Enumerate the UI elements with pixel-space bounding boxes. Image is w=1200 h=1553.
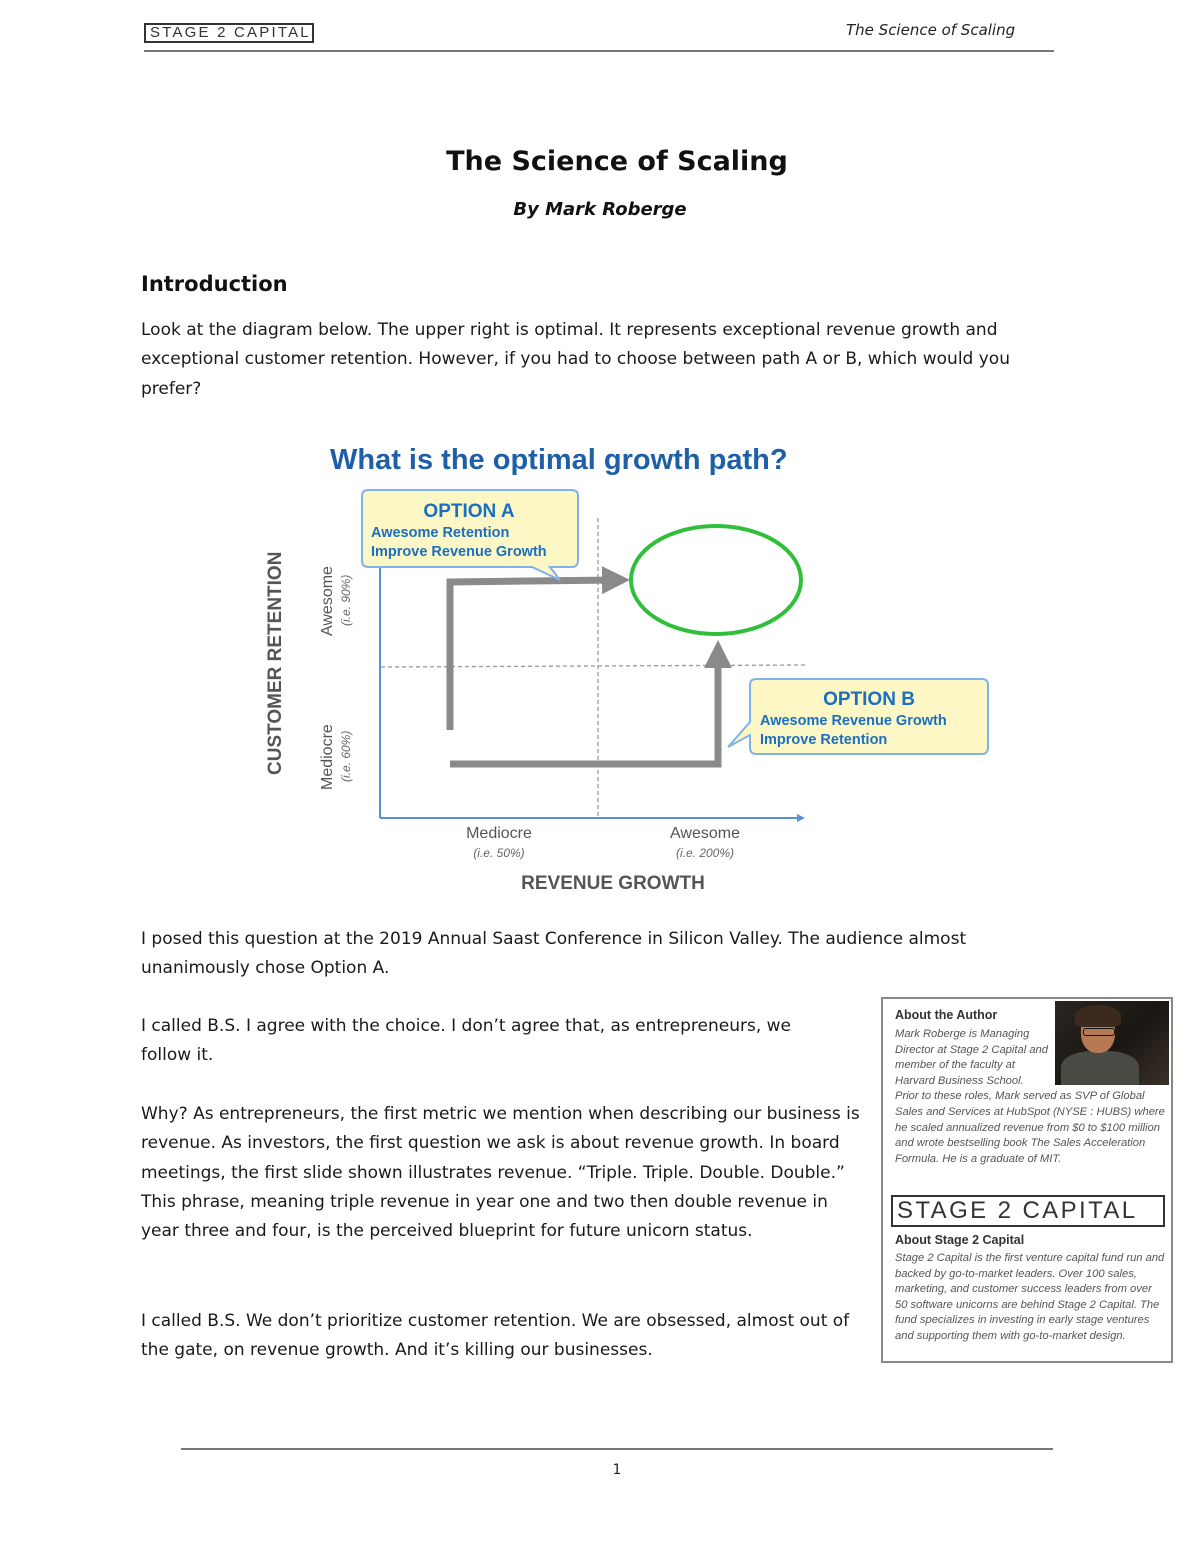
footer-divider	[181, 1448, 1053, 1450]
option-b-line1: Awesome Revenue Growth	[760, 713, 947, 729]
document-title: The Science of Scaling	[446, 146, 788, 177]
x-axis-label: REVENUE GROWTH	[521, 873, 705, 894]
option-b-line2: Improve Retention	[760, 732, 888, 748]
y-high-label: Awesome	[319, 566, 336, 636]
growth-path-diagram	[250, 430, 1010, 900]
header-divider	[144, 50, 1054, 52]
option-a-path	[450, 580, 616, 730]
horizontal-divider	[381, 665, 805, 667]
section-heading-introduction: Introduction	[141, 272, 288, 296]
paragraph-intro: Look at the diagram below. The upper right is optimal. It represents exceptional revenue growth and exceptional customer retention. However, if you had to choose between path A or B, which would you prefer?	[141, 320, 1010, 399]
option-b-title: OPTION B	[823, 689, 915, 710]
about-stage2-heading: About Stage 2 Capital	[895, 1233, 1025, 1247]
paragraph-why: Why? As entrepreneurs, the first metric we mention when describing our business is revenue. As investors, the first question we ask is about revenue growth. In board meetings, the first slide shown illustrates revenue. “Triple. Triple. Double. Double.” This phrase, meaning triple revenue in year one and two then double revenue in year three and four, is the perceived blueprint for future unicorn status.	[141, 1104, 860, 1242]
option-a-title: OPTION A	[423, 501, 515, 522]
x-high-sublabel: (i.e. 200%)	[675, 846, 735, 860]
diagram-title: What is the optimal growth path?	[330, 444, 788, 476]
y-high-sublabel: (i.e. 90%)	[339, 574, 353, 626]
about-stage2-text: Stage 2 Capital is the first venture capital fund run and backed by go-to-market leaders. Over 100 sales, marketing, and customer success leaders from over 50 software unicorns are behind Stage 2 Capital. The fund specializes in investing in early stage ventures and supporting them with go-to-market design.	[895, 1252, 1165, 1342]
paragraph-conference: I posed this question at the 2019 Annual Saast Conference in Silicon Valley. The audience almost unanimously chose Option A.	[141, 929, 967, 979]
about-author-text: Mark Roberge is Managing Director at Stage 2 Capital and member of the faculty at Harvard Business School. Prior to these roles, Mark served as SVP of Global Sales and Services at HubSpot (NYSE : HUBS) where he scaled annualized revenue from $0 to $100 million and wrote bestselling book The Sales Acceleration Formula. He is a graduate of MIT.	[895, 1028, 1165, 1165]
y-low-sublabel: (i.e. 60%)	[339, 730, 353, 782]
option-b-path	[450, 654, 718, 764]
about-author-heading: About the Author	[895, 1008, 998, 1022]
option-a-line1: Awesome Retention	[371, 525, 510, 541]
y-axis-label: CUSTOMER RETENTION	[265, 551, 286, 775]
byline: By Mark Roberge	[513, 199, 687, 220]
sidebar-logo: STAGE 2 CAPITAL	[891, 1195, 1165, 1227]
running-title: The Science of Scaling	[846, 21, 1016, 39]
x-low-label: Mediocre	[466, 825, 532, 842]
about-sidebar	[881, 997, 1173, 1363]
x-high-label: Awesome	[670, 825, 740, 842]
page-number: 1	[612, 1462, 622, 1478]
header-logo: STAGE 2 CAPITAL	[144, 23, 314, 43]
x-low-sublabel: (i.e. 50%)	[473, 846, 525, 860]
paragraph-called-bs-2: I called B.S. We don’t prioritize customer retention. We are obsessed, almost out of the gate, on revenue growth. And it’s killing our businesses.	[141, 1311, 850, 1361]
optimal-target-ellipse	[631, 526, 801, 634]
option-a-line2: Improve Revenue Growth	[371, 544, 547, 560]
paragraph-called-bs-1: I called B.S. I agree with the choice. I don’t agree that, as entrepreneurs, we follow it.	[141, 1016, 792, 1066]
y-low-label: Mediocre	[319, 724, 336, 790]
